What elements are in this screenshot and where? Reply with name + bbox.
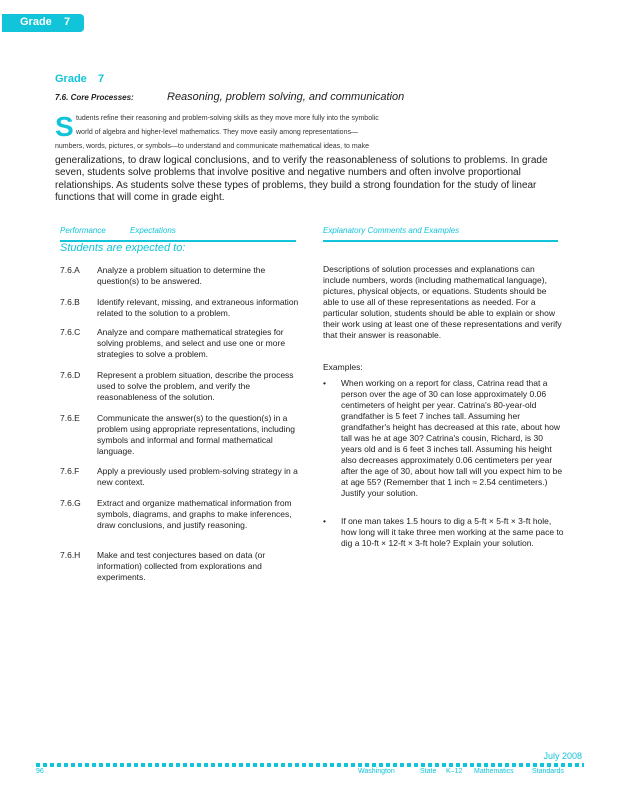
column-header-explanatory: Explanatory Comments and Examples bbox=[323, 226, 460, 235]
grade-tab bbox=[2, 14, 84, 32]
right-column-rule bbox=[323, 240, 558, 242]
expectation-text: Analyze and compare mathematical strategies for solving problems, and select and use one or more strategies to solve a problem. bbox=[97, 327, 286, 359]
expectation-code: 7.6.H bbox=[60, 550, 81, 560]
expectation-text: Analyze a problem situation to determine the question(s) to be answered. bbox=[97, 265, 266, 286]
expectation-text: Identify relevant, missing, and extraneous information related to the solution to a problem. bbox=[97, 297, 299, 318]
expectation-code: 7.6.A bbox=[60, 265, 80, 275]
footer-state: Washington bbox=[358, 768, 395, 775]
intro-line-3: numbers, words, pictures, or symbols—to understand and communicate mathematical ideas, to make bbox=[55, 143, 369, 150]
core-process-theme: Reasoning, problem solving, and communication bbox=[167, 91, 405, 103]
expected-subheading: Students are expected to: bbox=[60, 242, 186, 254]
bullet-icon: • bbox=[323, 516, 326, 526]
core-process-line bbox=[55, 93, 555, 102]
intro-line-2: world of algebra and higher-level mathematics. They move easily among representations— bbox=[76, 129, 358, 136]
examples-label: Examples: bbox=[323, 362, 363, 372]
heading-grade-word: Grade bbox=[55, 73, 87, 85]
footer-date: July 2008 bbox=[543, 751, 582, 761]
footer-word-state: State bbox=[420, 768, 437, 775]
expectation-code: 7.6.G bbox=[60, 498, 81, 508]
expectation-text: Make and test conjectures based on data (or information) collected from explorations and experiments. bbox=[97, 550, 266, 582]
intro-paragraph: generalizations, to draw logical conclusions, and to verify the reasonableness of solutions to problems. In grade seven, students solve problems that involve positive and negative numbers and often involve proportional relationships. As students solve these types of problems, they build a strong foundation for the study of linear functions that will come in grade eight. bbox=[55, 155, 548, 204]
footer-grades: K–12 bbox=[446, 768, 463, 775]
example-text: When working on a report for class, Catrina read that a person over the age of 30 can lose approximately 0.06 centimeters of height per year. Catrina's 80-year-old grandfather is 5 feet 7 inches tall. Assuming her grandfather's height has decreased at this rate, about how tall was he at age 30? Catrina's cousin, Richard, is 30 years old and is 6 feet 3 inches tall. Assuming his height also decreases approximately 0.06 centimeters per year after the age of 30, about how tall will you expect him to be at age 55? (Remember that 1 inch ≈ 2.54 centimeters.) Justify your solution. bbox=[341, 378, 563, 498]
expectation-text: Extract and organize mathematical information from symbols, diagrams, and graphs to make inferences, draw conclusions, and justify reasoning. bbox=[97, 498, 292, 530]
grade-tab-label: Grade bbox=[20, 16, 52, 28]
footer-subject: Mathematics bbox=[474, 768, 514, 775]
expectation-code: 7.6.F bbox=[60, 466, 80, 476]
expectation-text: Apply a previously used problem-solving strategy in a new context. bbox=[97, 466, 298, 487]
heading-grade-number: 7 bbox=[98, 73, 105, 85]
grade-tab-number: 7 bbox=[64, 16, 71, 28]
example-text: If one man takes 1.5 hours to dig a 5-ft × 5-ft × 3-ft hole, how long will it take three men working at the same pace to dig a 10-ft × 12-ft × 3-ft hole? Explain your solution. bbox=[341, 516, 564, 548]
expectation-code: 7.6.D bbox=[60, 370, 81, 380]
core-process-label: 7.6. Core Processes: bbox=[55, 93, 134, 102]
column-header-performance: Performance bbox=[60, 226, 106, 235]
expectation-text: Represent a problem situation, describe the process used to solve the problem, and verify the reasonableness of the solution. bbox=[97, 370, 294, 402]
explanatory-paragraph: Descriptions of solution processes and explanations can include numbers, words (including mathematical language), pictures, physical objects, or equations. Students should be able to use all of these representations as needed. For a particular solution, students should be able to explain or show their work using at least one of these representations and verify that their answer is reasonable. bbox=[323, 264, 562, 340]
expectation-code: 7.6.E bbox=[60, 413, 80, 423]
column-header-expectations: Expectations bbox=[130, 226, 176, 235]
footer-standards: Standards bbox=[532, 768, 564, 775]
expectation-code: 7.6.B bbox=[60, 297, 80, 307]
intro-line-1: tudents refine their reasoning and problem-solving skills as they move more fully into the symbolic bbox=[76, 115, 379, 122]
footer-rule bbox=[36, 763, 584, 767]
page-number: 96 bbox=[36, 768, 44, 775]
bullet-icon: • bbox=[323, 378, 326, 388]
drop-cap: S bbox=[55, 111, 74, 142]
expectation-text: Communicate the answer(s) to the question(s) in a problem using appropriate representations, including symbols and informal and formal mathematical language. bbox=[97, 413, 295, 456]
expectation-code: 7.6.C bbox=[60, 327, 81, 337]
